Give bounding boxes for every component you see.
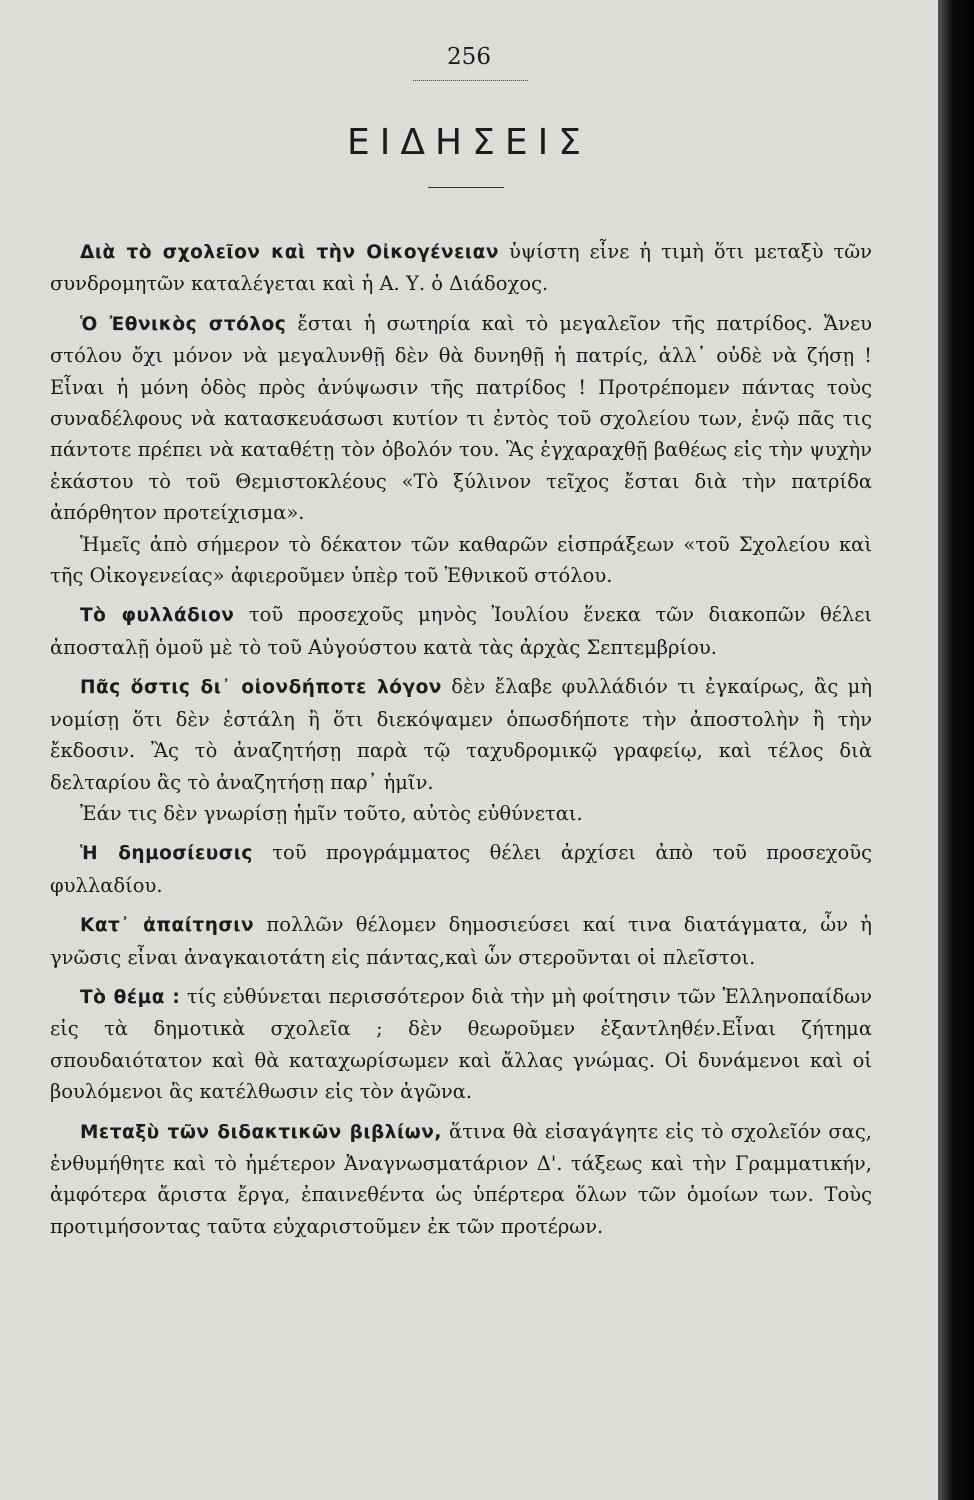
- paragraph-decrees: [50, 909, 872, 973]
- page-number: 256: [447, 44, 491, 70]
- paragraph-text: Ἡμεῖς ἀπὸ σήμερον τὸ δέκατον τῶν καθαρῶν εἰσπράξεων «τοῦ Σχολείου καὶ τῆς Οἰκογενείας» ἀφιεροῦμεν ὑπὲρ τοῦ Ἐθνικοῦ στόλου.: [50, 532, 872, 588]
- paragraph-text: Ἐάν τις δὲν γνωρίσῃ ἡμῖν τοῦτο, αὐτὸς εὐθύνεται.: [80, 801, 583, 825]
- paragraph-lead: Τὸ θέμα :: [80, 986, 181, 1008]
- news-body: [50, 228, 872, 1242]
- paragraph-text: πολλῶν θέλομεν δημοσιεύσει καί τινα διατάγματα, ὧν ἡ γνῶσις εἶναι ἀναγκαιοτάτη εἰς πάντας,καὶ ὧν στεροῦνται οἱ πλεῖστοι.: [50, 913, 872, 969]
- section-heading: ΕΙΔΗΣΕΙΣ: [347, 122, 591, 163]
- page-number-rule: [413, 80, 528, 81]
- paragraph-text: δὲν ἔλαβε φυλλάδιόν τι ἐγκαίρως, ἂς μὴ νομίσῃ ὅτι δὲν ἐστάλη ἢ ὅτι διεκόψαμεν ὁπωσδήποτε τὴν ἀποστολὴν ἢ τὴν ἔκδοσιν. Ἂς τὸ ἀναζητήσῃ παρὰ τῷ ταχυδρομικῷ γραφείῳ, καὶ τέλος διὰ δελταρίου ἂς τὸ ἀναζητήσῃ παρ᾽ ἡμῖν.: [50, 675, 873, 794]
- paragraph-crown-prince: [50, 236, 872, 300]
- paragraph-text: τίς εὐθύνεται περισσότερον διὰ τὴν μὴ φοίτησιν τῶν Ἑλληνοπαίδων εἰς τὰ δημοτικὰ σχολεῖα ; δὲν θεωροῦμεν ἐξαντληθέν.Εἶναι ζήτημα σπουδαιότατον καὶ θὰ καταχωρίσωμεν καὶ ἄλλας γνώμας. Οἱ δυνάμενοι καὶ οἱ βουλόμενοι ἂς κατέλθωσιν εἰς τὸν ἀγῶνα.: [50, 984, 872, 1104]
- paragraph-responsibility: [50, 798, 872, 829]
- paragraph-lead: Ὁ Ἐθνικὸς στόλος: [80, 313, 287, 335]
- book-binding-edge: [938, 0, 974, 1500]
- paragraph-text: ἅτινα θὰ εἰσαγάγητε εἰς τὸ σχολεῖόν σας, ἐνθυμήθητε καὶ τὸ ἡμέτερον Ἀναγνωσματάριον Δ'. τάξεως καὶ τὴν Γραμματικήν, ἀμφότερα ἄριστα ἔργα, ἐπαινεθέντα ὡς ὑπέρτερα ὅλων τῶν ὁμοίων των. Τοὺς προτιμήσοντας ταῦτα εὐχαριστοῦμεν ἐκ τῶν προτέρων.: [50, 1119, 872, 1238]
- paragraph-lead: Τὸ φυλλάδιον: [80, 605, 235, 627]
- paragraph-missing-issue: [50, 671, 872, 798]
- paragraph-text: ὑψίστη εἶνε ἡ τιμὴ ὅτι μεταξὺ τῶν συνδρομητῶν καταλέγεται καὶ ἡ Α. Υ. ὁ Διάδοχος.: [50, 240, 873, 296]
- paragraph-lead: Πᾶς ὅστις δι᾽ οἱονδήποτε λόγον: [80, 677, 442, 699]
- paragraph-fleet-donation: [50, 529, 872, 592]
- paragraph-national-fleet: [50, 308, 872, 529]
- paragraph-lead: Κατ᾽ ἀπαίτησιν: [80, 915, 255, 937]
- paragraph-text: τοῦ προγράμματος θέλει ἀρχίσει ἀπὸ τοῦ προσεχοῦς φυλλαδίου.: [50, 841, 872, 897]
- paragraph-topic: [50, 981, 872, 1108]
- paragraph-july-issue: [50, 599, 872, 663]
- paragraph-textbooks: [50, 1116, 872, 1243]
- paragraph-lead: Διὰ τὸ σχολεῖον καὶ τὴν Οἰκογένειαν: [80, 242, 499, 263]
- paragraph-lead: Μεταξὺ τῶν διδακτικῶν βιβλίων,: [80, 1121, 442, 1143]
- paragraph-lead: Ἡ δημοσίευσις: [80, 843, 253, 865]
- paragraph-program: [50, 837, 872, 901]
- paragraph-text: τοῦ προσεχοῦς μηνὸς Ἰουλίου ἕνεκα τῶν διακοπῶν θέλει ἀποσταλῇ ὁμοῦ μὲ τὸ τοῦ Αὐγούστου κατὰ τὰς ἀρχὰς Σεπτεμβρίου.: [50, 603, 873, 659]
- paragraph-text: ἔσται ἡ σωτηρία καὶ τὸ μεγαλεῖον τῆς πατρίδος. Ἄνευ στόλου ὄχι μόνον νὰ μεγαλυνθῇ δὲν θὰ δυνηθῇ ἡ πατρίς, ἀλλ᾽ οὐδὲ νὰ ζήσῃ ! Εἶναι ἡ μόνη ὁδὸς πρὸς ἀνύψωσιν τῆς πατρίδος ! Προτρέπομεν πάντας τοὺς συναδέλφους νὰ κατασκευάσωσι κυτίον τι ἐντὸς τοῦ σχολείου των, ἐνῷ πᾶς τις πάντοτε πρέπει νὰ καταθέτῃ τὸν ὀβολόν του. Ἂς ἐγχαραχθῇ βαθέως εἰς τὴν ψυχὴν ἑκάστου τὸ τοῦ Θεμιστοκλέους «Τὸ ξύλινον τεῖχος ἔσται διὰ τὴν πατρίδα ἀπόρθητον προτείχισμα».: [50, 311, 872, 525]
- heading-rule: [428, 187, 504, 188]
